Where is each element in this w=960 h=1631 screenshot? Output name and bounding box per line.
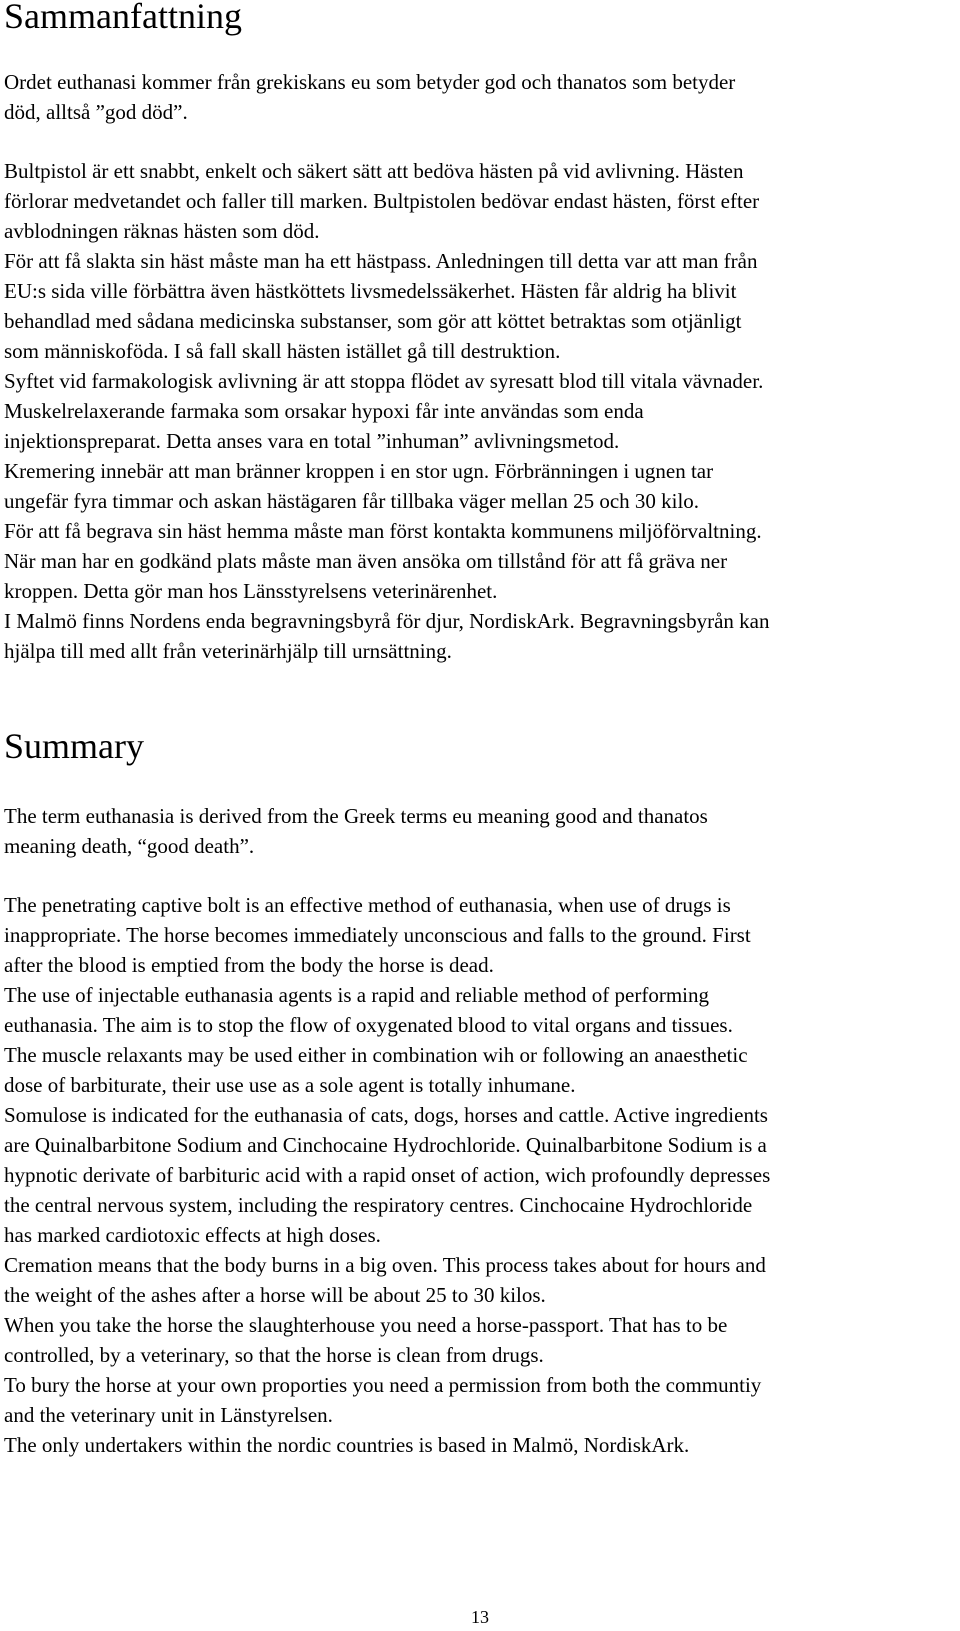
text-line: meaning death, “good death”.	[4, 834, 255, 858]
text-line: Cremation means that the body burns in a big oven. This process takes about for hours and	[4, 1253, 766, 1277]
text-line: behandlad med sådana medicinska substanser, som gör att köttet betraktas som otjänligt	[4, 309, 742, 333]
text-line: Syftet vid farmakologisk avlivning är att stoppa flödet av syresatt blod till vitala vävnader.	[4, 369, 764, 393]
swedish-summary-heading: Sammanfattning	[4, 0, 242, 36]
text-line: avblodningen räknas hästen som död.	[4, 219, 320, 243]
text-line: Somulose is indicated for the euthanasia of cats, dogs, horses and cattle. Active ingredients	[4, 1103, 768, 1127]
text-line: förlorar medvetandet och faller till marken. Bultpistolen bedövar endast hästen, först efter	[4, 189, 760, 213]
swedish-intro-paragraph	[4, 67, 960, 127]
text-line: ungefär fyra timmar och askan hästägaren får tillbaka väger mellan 25 och 30 kilo.	[4, 489, 700, 513]
text-line: som människoföda. I så fall skall hästen istället gå till destruktion.	[4, 339, 561, 363]
text-line: controlled, by a veterinary, so that the horse is clean from drugs.	[4, 1343, 544, 1367]
swedish-body-paragraph	[4, 156, 960, 666]
text-line: has marked cardiotoxic effects at high doses.	[4, 1223, 381, 1247]
text-line: Muskelrelaxerande farmaka som orsakar hypoxi får inte användas som enda	[4, 399, 644, 423]
text-line: EU:s sida ville förbättra även hästköttets livsmedelssäkerhet. Hästen får aldrig ha blivit	[4, 279, 737, 303]
english-body-paragraph	[4, 890, 960, 1460]
text-line: and the veterinary unit in Länstyrelsen.	[4, 1403, 333, 1427]
text-line: Kremering innebär att man bränner kroppen i en stor ugn. Förbränningen i ugnen tar	[4, 459, 714, 483]
text-line: När man har en godkänd plats måste man även ansöka om tillstånd för att få gräva ner	[4, 549, 728, 573]
text-line: the weight of the ashes after a horse will be about 25 to 30 kilos.	[4, 1283, 546, 1307]
text-line: after the blood is emptied from the body the horse is dead.	[4, 953, 494, 977]
english-intro-paragraph	[4, 801, 960, 861]
text-line: euthanasia. The aim is to stop the flow of oxygenated blood to vital organs and tissues.	[4, 1013, 733, 1037]
text-line: Bultpistol är ett snabbt, enkelt och säkert sätt att bedöva hästen på vid avlivning. Hästen	[4, 159, 744, 183]
text-line: When you take the horse the slaughterhouse you need a horse-passport. That has to be	[4, 1313, 728, 1337]
text-line: the central nervous system, including the respiratory centres. Cinchocaine Hydrochloride	[4, 1193, 753, 1217]
text-line: hjälpa till med allt från veterinärhjälp till urnsättning.	[4, 639, 452, 663]
text-line: inappropriate. The horse becomes immediately unconscious and falls to the ground. First	[4, 923, 751, 947]
text-line: För att få begrava sin häst hemma måste man först kontakta kommunens miljöförvaltning.	[4, 519, 762, 543]
text-line: To bury the horse at your own proporties you need a permission from both the communtiy	[4, 1373, 762, 1397]
text-line: The term euthanasia is derived from the Greek terms eu meaning good and thanatos	[4, 804, 708, 828]
text-line: injektionspreparat. Detta anses vara en total ”inhuman” avlivningsmetod.	[4, 429, 620, 453]
english-summary-heading: Summary	[4, 726, 144, 766]
text-line: död, alltså ”god död”.	[4, 100, 188, 124]
page-number: 13	[471, 1607, 489, 1627]
text-line: are Quinalbarbitone Sodium and Cinchocaine Hydrochloride. Quinalbarbitone Sodium is a	[4, 1133, 767, 1157]
text-line: dose of barbiturate, their use use as a sole agent is totally inhumane.	[4, 1073, 576, 1097]
text-line: The penetrating captive bolt is an effective method of euthanasia, when use of drugs is	[4, 893, 731, 917]
text-line: kroppen. Detta gör man hos Länsstyrelsens veterinärenhet.	[4, 579, 498, 603]
text-line: I Malmö finns Nordens enda begravningsbyrå för djur, NordiskArk. Begravningsbyrån kan	[4, 609, 770, 633]
text-line: För att få slakta sin häst måste man ha ett hästpass. Anledningen till detta var att man från	[4, 249, 758, 273]
text-line: hypnotic derivate of barbituric acid with a rapid onset of action, wich profoundly depresses	[4, 1163, 771, 1187]
text-line: The muscle relaxants may be used either in combination wih or following an anaesthetic	[4, 1043, 748, 1067]
text-line: Ordet euthanasi kommer från grekiskans eu som betyder god och thanatos som betyder	[4, 70, 736, 94]
text-line: The only undertakers within the nordic countries is based in Malmö, NordiskArk.	[4, 1433, 690, 1457]
text-line: The use of injectable euthanasia agents is a rapid and reliable method of performing	[4, 983, 709, 1007]
